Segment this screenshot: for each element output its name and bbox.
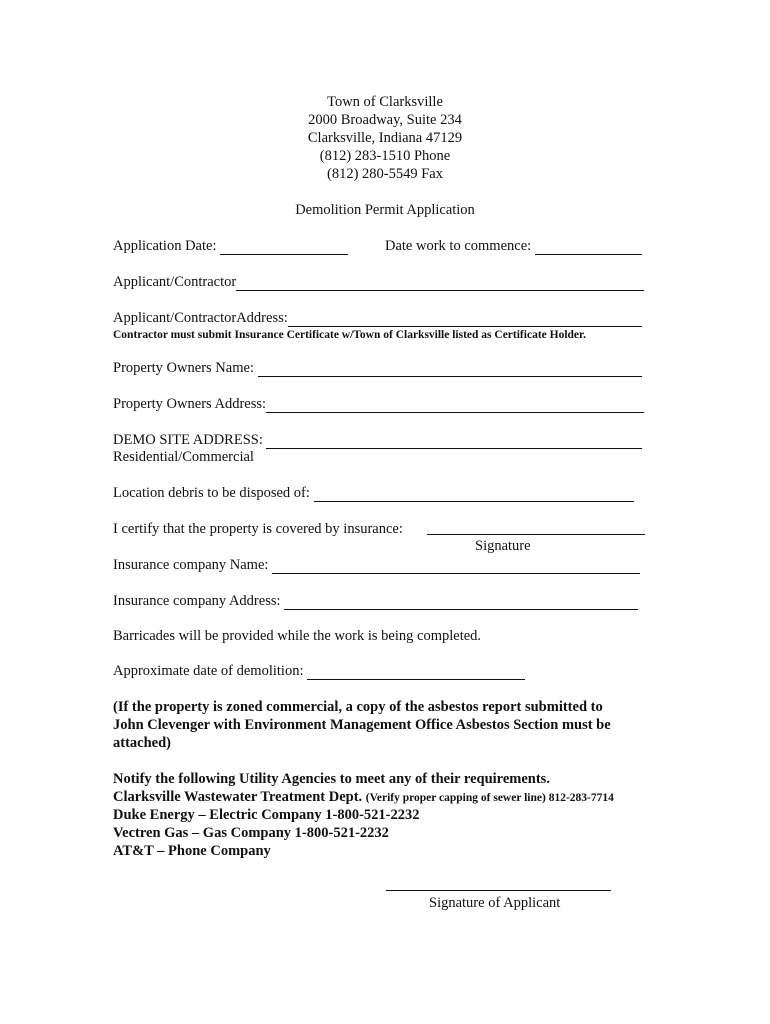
insurance-company-row [113,556,640,574]
date-commence-label: Date work to commence: [385,238,532,254]
att-phone: AT&T – Phone Company [113,843,271,859]
vectren-gas: Vectren Gas – Gas Company 1-800-521-2232 [113,825,389,841]
applicant-field[interactable] [236,276,644,291]
demo-site-label: DEMO SITE ADDRESS: [113,432,263,448]
owner-name-row [113,359,642,377]
debris-row [113,484,634,502]
application-date-label: Application Date: [113,238,217,254]
wastewater-note: (Verify proper capping of sewer line) 812-283-7714 [365,792,614,804]
owner-name-label: Property Owners Name: [113,360,254,376]
town-name: Town of Clarksville [327,94,443,110]
utilities-heading: Notify the following Utility Agencies to meet any of their requirements. [113,771,550,787]
residential-commercial: Residential/Commercial [113,449,254,465]
wastewater-name: Clarksville Wastewater Treatment Dept. [113,789,363,805]
debris-field[interactable] [314,487,634,502]
insurance-certificate-note: Contractor must submit Insurance Certificate w/Town of Clarksville listed as Certificate Holder. [113,329,586,341]
insurance-address-field[interactable] [284,595,638,610]
city-address: Clarksville, Indiana 47129 [307,130,463,146]
insurance-signature-field[interactable] [427,520,645,535]
approx-date-label: Approximate date of demolition: [113,663,304,679]
approx-date-row [113,662,525,680]
applicant-label: Applicant/Contractor [113,274,237,290]
demo-site-field[interactable] [266,434,642,449]
insurance-company-label: Insurance company Name: [113,557,269,573]
applicant-signature-caption: Signature of Applicant [429,895,561,911]
signature-caption: Signature [475,538,531,554]
owner-address-field[interactable] [266,398,644,413]
owner-name-field[interactable] [258,362,642,377]
owner-address-label: Property Owners Address: [113,396,267,412]
asbestos-note-line2: John Clevenger with Environment Management Office Asbestos Section must be [113,717,611,733]
barricades-statement: Barricades will be provided while the work is being completed. [113,628,482,644]
applicant-address-row [113,309,642,327]
asbestos-note-line3: attached) [113,735,171,751]
insurance-address-row [113,592,638,610]
phone-number: (812) 283-1510 Phone [319,148,451,164]
insurance-company-field[interactable] [272,559,640,574]
certify-label: I certify that the property is covered by insurance: [113,521,403,537]
wastewater-row [113,788,614,807]
application-date-field[interactable] [220,240,348,255]
fax-number: (812) 280-5549 Fax [327,166,443,182]
asbestos-note-line1: (If the property is zoned commercial, a copy of the asbestos report submitted to [113,699,603,715]
insurance-address-label: Insurance company Address: [113,593,281,609]
application-date-row [113,237,348,255]
approx-date-field[interactable] [307,665,525,680]
applicant-address-label: Applicant/ContractorAddress: [113,310,288,326]
debris-label: Location debris to be disposed of: [113,485,310,501]
street-address: 2000 Broadway, Suite 234 [308,112,462,128]
date-commence-field[interactable] [535,240,642,255]
form-title: Demolition Permit Application [295,202,475,218]
owner-address-row [113,395,644,413]
applicant-row [113,273,644,291]
applicant-signature-field[interactable] [386,876,611,891]
date-commence-row [385,237,642,255]
demo-site-row [113,431,642,449]
applicant-address-field[interactable] [288,312,642,327]
duke-energy: Duke Energy – Electric Company 1-800-521-2232 [113,807,420,823]
